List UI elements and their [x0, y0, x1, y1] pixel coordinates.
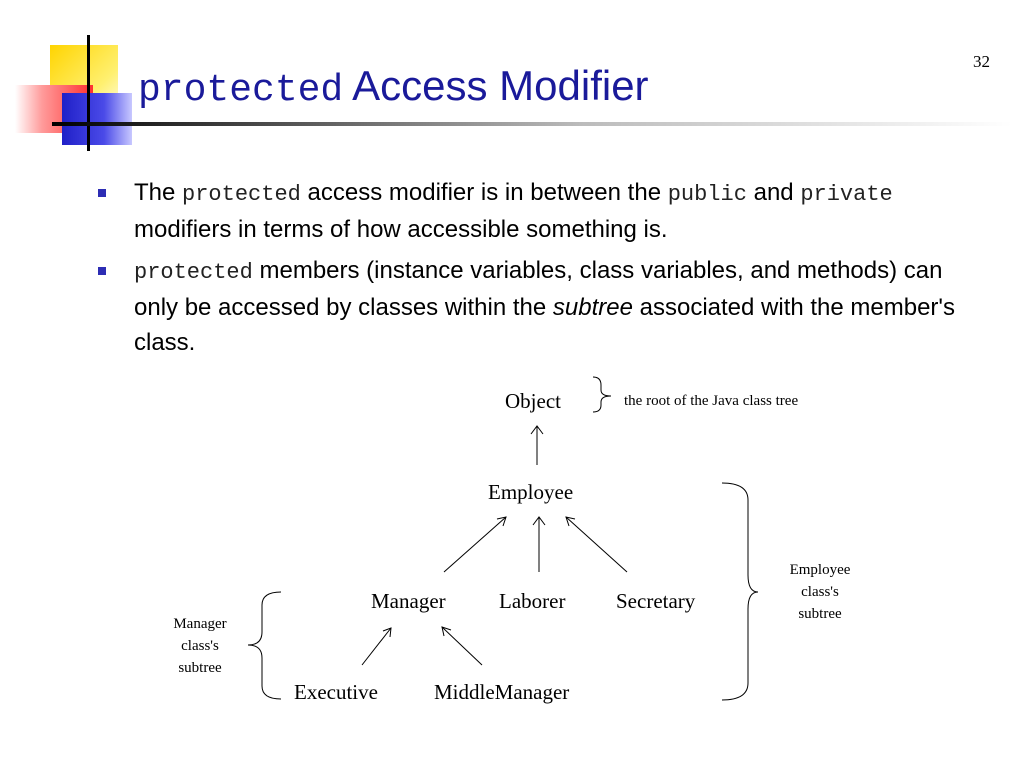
node-secretary: Secretary [616, 589, 696, 613]
code-keyword: protected [134, 260, 253, 285]
arrow-secretary-to-employee [566, 517, 627, 572]
node-middlemanager: MiddleManager [434, 680, 570, 704]
emphasis-text: subtree [552, 294, 633, 321]
node-object: Object [505, 389, 561, 413]
node-manager: Manager [371, 589, 446, 613]
bullet-text: The [134, 179, 183, 206]
title-text: Access Modifier [352, 62, 649, 109]
arrow-middlemanager-to-manager [442, 627, 482, 665]
note-line: Employee [789, 562, 851, 578]
bullet-text: members (instance variables, class variables, and methods) can only be accessed by classes within the [134, 257, 943, 321]
employee-subtree-note [770, 559, 870, 625]
bullet-text: and [746, 179, 801, 206]
bullet-text: associated with the member's class. [134, 294, 956, 356]
arrow-laborer-to-employee [533, 517, 545, 572]
node-laborer: Laborer [499, 589, 566, 613]
note-line: class's [181, 638, 219, 654]
note-line: class's [801, 584, 839, 600]
node-executive: Executive [294, 680, 378, 704]
note-line: subtree [798, 606, 842, 622]
bullet-text: modifiers in terms of how accessible something is. [134, 216, 668, 243]
note-line: Manager [173, 616, 227, 632]
code-keyword: public [667, 182, 747, 207]
code-keyword: private [800, 182, 893, 207]
note-line: subtree [178, 660, 222, 676]
employee-subtree-brace [722, 483, 758, 700]
node-employee: Employee [488, 480, 574, 504]
arrow-executive-to-manager [362, 628, 391, 665]
arrow-manager-to-employee [444, 517, 506, 572]
title-code-keyword: protected [138, 69, 344, 112]
code-keyword: protected [182, 182, 301, 207]
slide-number: 32 [973, 52, 990, 71]
arrow-employee-to-object [531, 426, 543, 465]
root-brace [593, 377, 611, 412]
bullet-text: access modifier is in between the [300, 179, 668, 206]
manager-subtree-note [150, 613, 250, 679]
manager-subtree-brace [248, 592, 281, 699]
root-note: the root of the Java class tree [624, 393, 799, 409]
